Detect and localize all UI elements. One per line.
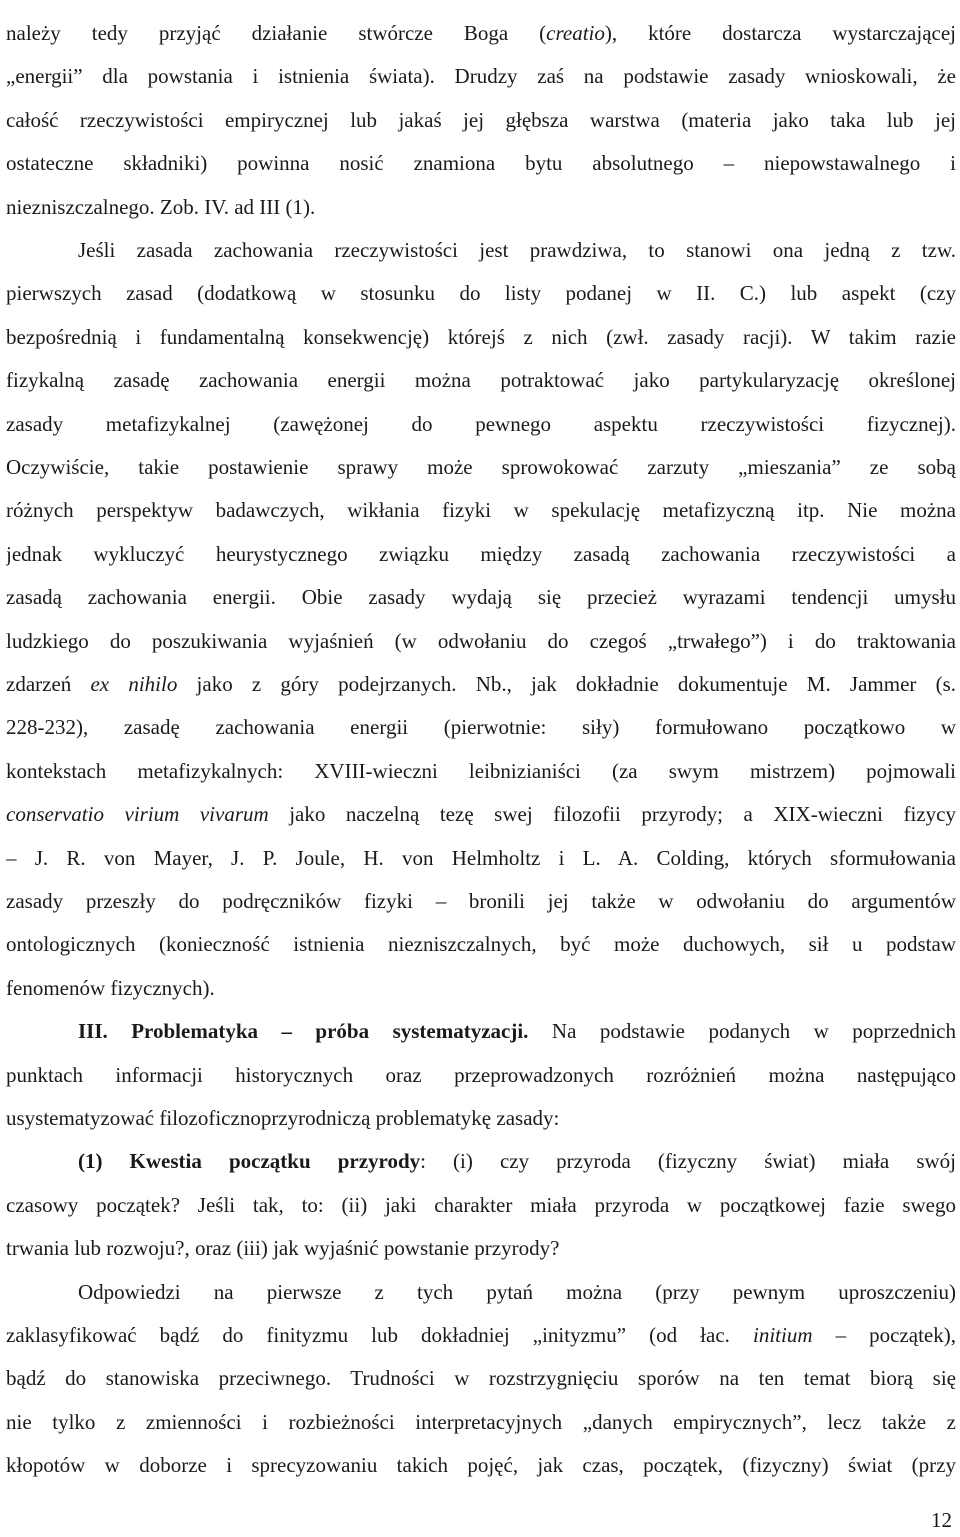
text-line [6,880,956,923]
text-line [6,1184,956,1227]
text-line [6,446,956,489]
text-line [6,1444,956,1487]
italic-text: initium [752,1323,813,1347]
text-line [6,403,956,446]
text-segment: zasady metafizykalnej (zawężonej do pewnego aspektu rzeczywistości fizycznej). [6,411,956,436]
text-segment: zaklasyfikować bądź do finityzmu lub dokładniej „inityzmu” (od łac. [6,1323,753,1347]
text-line [6,186,956,229]
text-line [6,1271,956,1314]
text-line [6,837,956,880]
text-segment: ludzkiego do poszukiwania wyjaśnień (w odwołaniu do czegoś „trwałego”) i do traktowania [6,628,956,653]
text-segment: jako naczelną tezę swej filozofii przyrody; a XIX-wieczni fizycy [268,802,956,827]
text-segment: fizykalną zasadę zachowania energii można potraktować jako partykularyzację określonej [6,368,956,393]
text-line [6,99,956,142]
text-segment: różnych perspektyw badawczych, wikłania fizyki w spekulację metafizyczną itp. Nie można [6,498,956,523]
text-segment: Oczywiście, takie postawienie sprawy może sprowokować zarzuty „mieszania” ze sobą [6,455,956,479]
text-segment: kontekstach metafizykalnych: XVIII-wieczni leibnizianiści (za swym mistrzem) pojmowali [6,758,956,783]
text-line [6,706,956,749]
text-line [6,750,956,793]
text-segment: należy tedy przyjąć działanie stwórcze Boga ( [6,21,547,45]
text-line [6,359,956,402]
text-segment: nie tylko z zmienności i rozbieżności interpretacyjnych „danych empirycznych”, lecz także z [6,1409,956,1434]
text-line [6,316,956,359]
text-segment: kłopotów w doborze i sprecyzowaniu takich pojęć, jak czas, początek, (fizyczny) świat (przy [6,1453,956,1478]
bold-text: (1) Kwestia początku przyrody [78,1149,421,1174]
text-line [6,576,956,619]
page-number: 12 [931,1508,952,1532]
bold-text: III. Problematyka – próba systematyzacji. [78,1019,529,1044]
text-line [6,793,956,836]
text-line [6,533,956,576]
text-line [6,923,956,966]
text-line [6,1054,956,1097]
text-line [6,1010,956,1053]
text-segment: zasadą zachowania energii. Obie zasady wydają się przecież wyrazami tendencji umysłu [6,585,956,610]
text-line [6,967,956,1010]
text-segment: – początek), [812,1323,956,1347]
text-line [6,1401,956,1444]
text-segment: Odpowiedzi na pierwsze z tych pytań można (przy pewnym uproszczeniu) [78,1279,956,1304]
text-segment: zdarzeń [6,672,91,696]
text-segment: zasady przeszły do podręczników fizyki – bronili jej także w odwołaniu do argumentów [6,889,956,913]
text-segment: usystematyzować filozoficznoprzyrodniczą problematykę zasady: [6,1106,560,1130]
text-segment: pierwszych zasad (dodatkową w stosunku do listy podanej w II. C.) lub aspekt (czy [6,281,956,306]
text-segment: ostateczne składniki) powinna nosić znamiona bytu absolutnego – niepowstawalnego i [6,151,956,176]
text-segment: : (i) czy przyroda (fizyczny świat) miała swój [420,1149,956,1174]
text-segment: – J. R. von Mayer, J. P. Joule, H. von Helmholtz i L. A. Colding, których sformułowania [6,845,956,870]
italic-text: creatio [546,21,605,45]
text-line [6,620,956,663]
text-segment: całość rzeczywistości empirycznej lub jakaś jej głębsza warstwa (materia jako taka lub jej [6,107,956,132]
text-segment: punktach informacji historycznych oraz przeprowadzonych rozróżnień można następująco [6,1062,956,1087]
text-segment: bądź do stanowiska przeciwnego. Trudności w rozstrzygnięciu sporów na ten temat biorą się [6,1366,956,1391]
italic-text: conservatio virium vivarum [6,802,269,827]
text-line [6,489,956,532]
text-segment: 228-232), zasadę zachowania energii (pierwotnie: siły) formułowano początkowo w [6,715,956,740]
text-segment: Jeśli zasada zachowania rzeczywistości jest prawdziwa, to stanowi ona jedną z tzw. [78,238,956,262]
text-line [6,663,956,706]
text-line [6,1314,956,1357]
text-line [6,142,956,185]
text-segment: Na podstawie podanych w poprzednich [528,1019,956,1044]
text-line [6,1140,956,1183]
text-line [6,12,956,55]
text-segment: jako z góry podejrzanych. Nb., jak dokładnie dokumentuje M. Jammer (s. [177,672,956,696]
text-line [6,55,956,98]
text-line [6,272,956,315]
text-segment: ontologicznych (konieczność istnienia niezniszczalnych, być może duchowych, sił u podstaw [6,932,956,957]
text-segment: trwania lub rozwoju?, oraz (iii) jak wyjaśnić powstanie przyrody? [6,1236,560,1261]
text-segment: „energii” dla powstania i istnienia świata). Drudzy zaś na podstawie zasady wnioskowali, że [6,64,956,89]
text-line [6,1097,956,1140]
text-segment: czasowy początek? Jeśli tak, to: (ii) jaki charakter miała przyroda w początkowej fazie swego [6,1192,956,1217]
text-segment: niezniszczalnego. Zob. IV. ad III (1). [6,194,316,219]
text-segment: jednak wykluczyć heurystycznego związku między zasadą zachowania rzeczywistości a [6,541,956,566]
text-segment: ), które dostarcza wystarczającej [604,21,956,45]
text-segment: fenomenów fizycznych). [6,975,215,1000]
text-line [6,1357,956,1400]
text-line [6,229,956,272]
text-line [6,1227,956,1270]
text-segment: bezpośrednią i fundamentalną konsekwencję) którejś z nich (zwł. zasady racji). W takim razie [6,324,956,349]
italic-text: ex nihilo [90,672,178,696]
